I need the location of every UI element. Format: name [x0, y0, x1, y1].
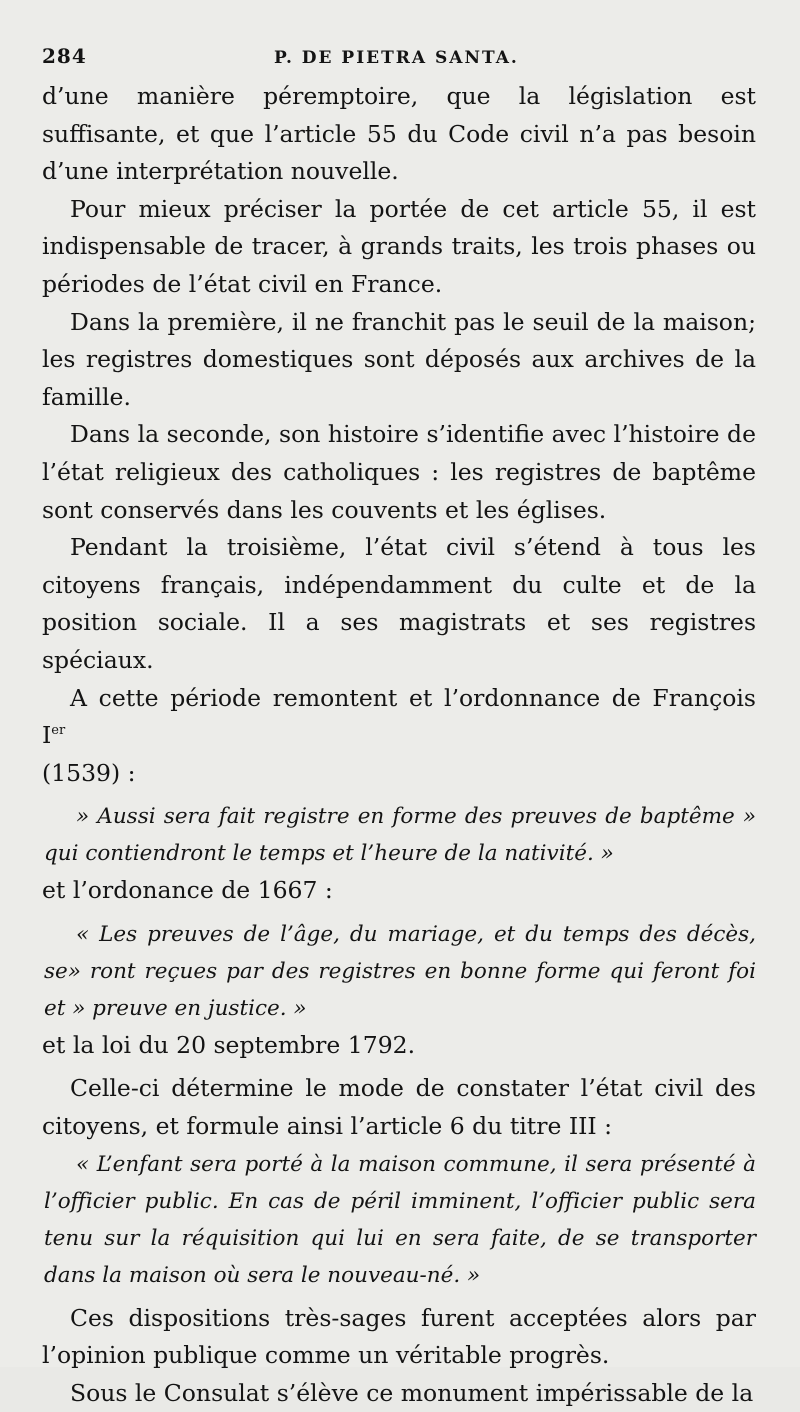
line-ordonance-1667: et l’ordonance de 1667 :	[42, 876, 333, 905]
paragraph-continuation: d’une manière péremptoire, que la législation est suffisante, et que l’article 55 du Code civil n’a pas besoin d’une interprétation nouvelle.	[42, 82, 756, 186]
paragraph-third-period: Pendant la troisième, l’état civil s’étend à tous les citoyens français, indépendamment du culte et de la position sociale. Il a ses magistrats et ses registres spéciaux.	[42, 533, 756, 674]
quote-ordonance-1667: « Les preuves de l’âge, du mariage, et du temps des décès, se» ront reçues par des registres en bonne forme qui feront foi et » preuve en justice. »	[44, 921, 756, 1021]
quote-ordonnance-1539: » Aussi sera fait registre en forme des preuves de baptême » qui contiendront le temps et l’heure de la nativité. »	[44, 804, 756, 867]
quote-article-6: « L’enfant sera porté à la maison commune, il sera présenté à l’officier public. En cas de péril imminent, l’officier public sera tenu sur la réquisition qui lui en sera faite, de se transporter dans la maison où sera le nouveau-né. »	[44, 1151, 756, 1288]
paragraph-article-55: Pour mieux préciser la portée de cet article 55, il est indispensable de tracer, à grands traits, les trois phases ou périodes de l’état civil en France.	[42, 194, 756, 298]
running-head: P. DE PIETRA SANTA.	[274, 48, 519, 68]
paragraph-francois	[42, 680, 756, 755]
superscript-er: er	[51, 723, 66, 739]
line-loi-1792: et la loi du 20 septembre 1792.	[42, 1030, 416, 1059]
paragraph-1539: (1539) :	[42, 758, 136, 787]
page-header	[42, 38, 756, 78]
francois-text: A cette période remontent et l’ordonnance de François I	[42, 683, 756, 750]
paragraph-second-period: Dans la seconde, son histoire s’identifie avec l’histoire de l’état religieux des catholiques : les registres de baptême sont conservés dans les couvents et les églises.	[42, 420, 756, 524]
paragraph-first-period: Dans la première, il ne franchit pas le seuil de la maison; les registres domestiques sont déposés aux archives de la famille.	[42, 307, 756, 411]
paragraph-dispositions: Ces dispositions très-sages furent acceptées alors par l’opinion publique comme un véritable progrès.	[42, 1303, 756, 1370]
paragraph-consulat: Sous le Consulat s’élève ce monument impérissable de la	[70, 1378, 754, 1407]
page-number: 284	[42, 44, 87, 68]
paragraph-celle-ci: Celle-ci détermine le mode de constater l’état civil des citoyens, et formule ainsi l’article 6 du titre III :	[42, 1074, 756, 1141]
